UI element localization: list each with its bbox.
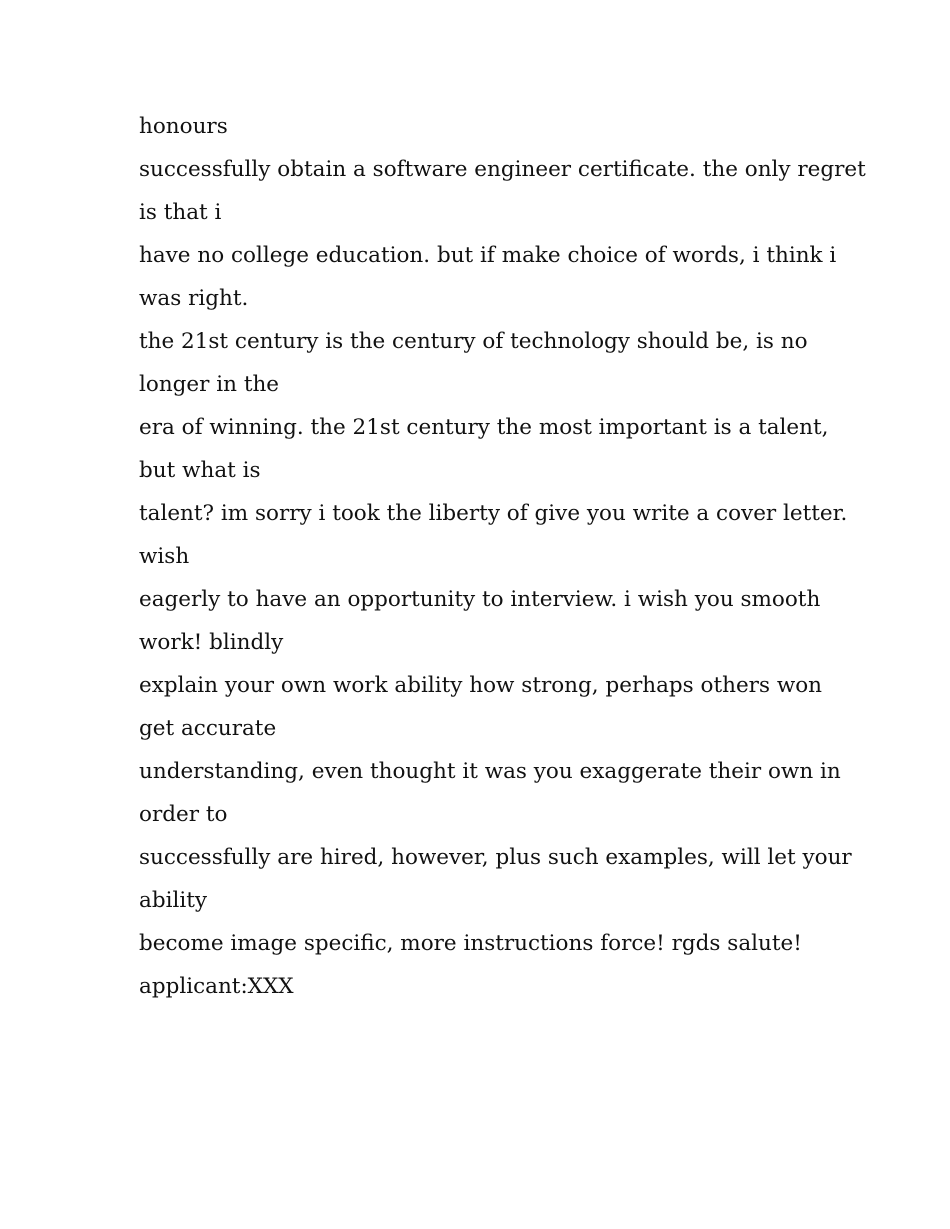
text-line: era of winning. the 21st century the most important is a talent, xyxy=(139,415,829,440)
text-line: ability xyxy=(139,888,207,913)
signature-line: applicant:XXX xyxy=(139,974,294,999)
text-line: honours xyxy=(139,114,228,139)
text-line: was right. xyxy=(139,286,249,311)
text-line: order to xyxy=(139,802,228,827)
text-line: become image specific, more instructions force! rgds salute! xyxy=(139,931,802,956)
text-line: talent? im sorry i took the liberty of give you write a cover letter. xyxy=(139,501,848,526)
text-line: longer in the xyxy=(139,372,280,397)
document-body xyxy=(139,105,866,1008)
text-line: successfully obtain a software engineer certificate. the only regret xyxy=(139,157,866,182)
text-line: is that i xyxy=(139,200,222,225)
text-line: successfully are hired, however, plus such examples, will let your xyxy=(139,845,852,870)
text-line: have no college education. but if make choice of words, i think i xyxy=(139,243,837,268)
text-line: get accurate xyxy=(139,716,277,741)
text-line: but what is xyxy=(139,458,261,483)
text-line: wish xyxy=(139,544,190,569)
text-line: work! blindly xyxy=(139,630,284,655)
text-line: explain your own work ability how strong, perhaps others won xyxy=(139,673,823,698)
text-line: understanding, even thought it was you exaggerate their own in xyxy=(139,759,841,784)
text-line: the 21st century is the century of technology should be, is no xyxy=(139,329,808,354)
text-line: eagerly to have an opportunity to interview. i wish you smooth xyxy=(139,587,821,612)
